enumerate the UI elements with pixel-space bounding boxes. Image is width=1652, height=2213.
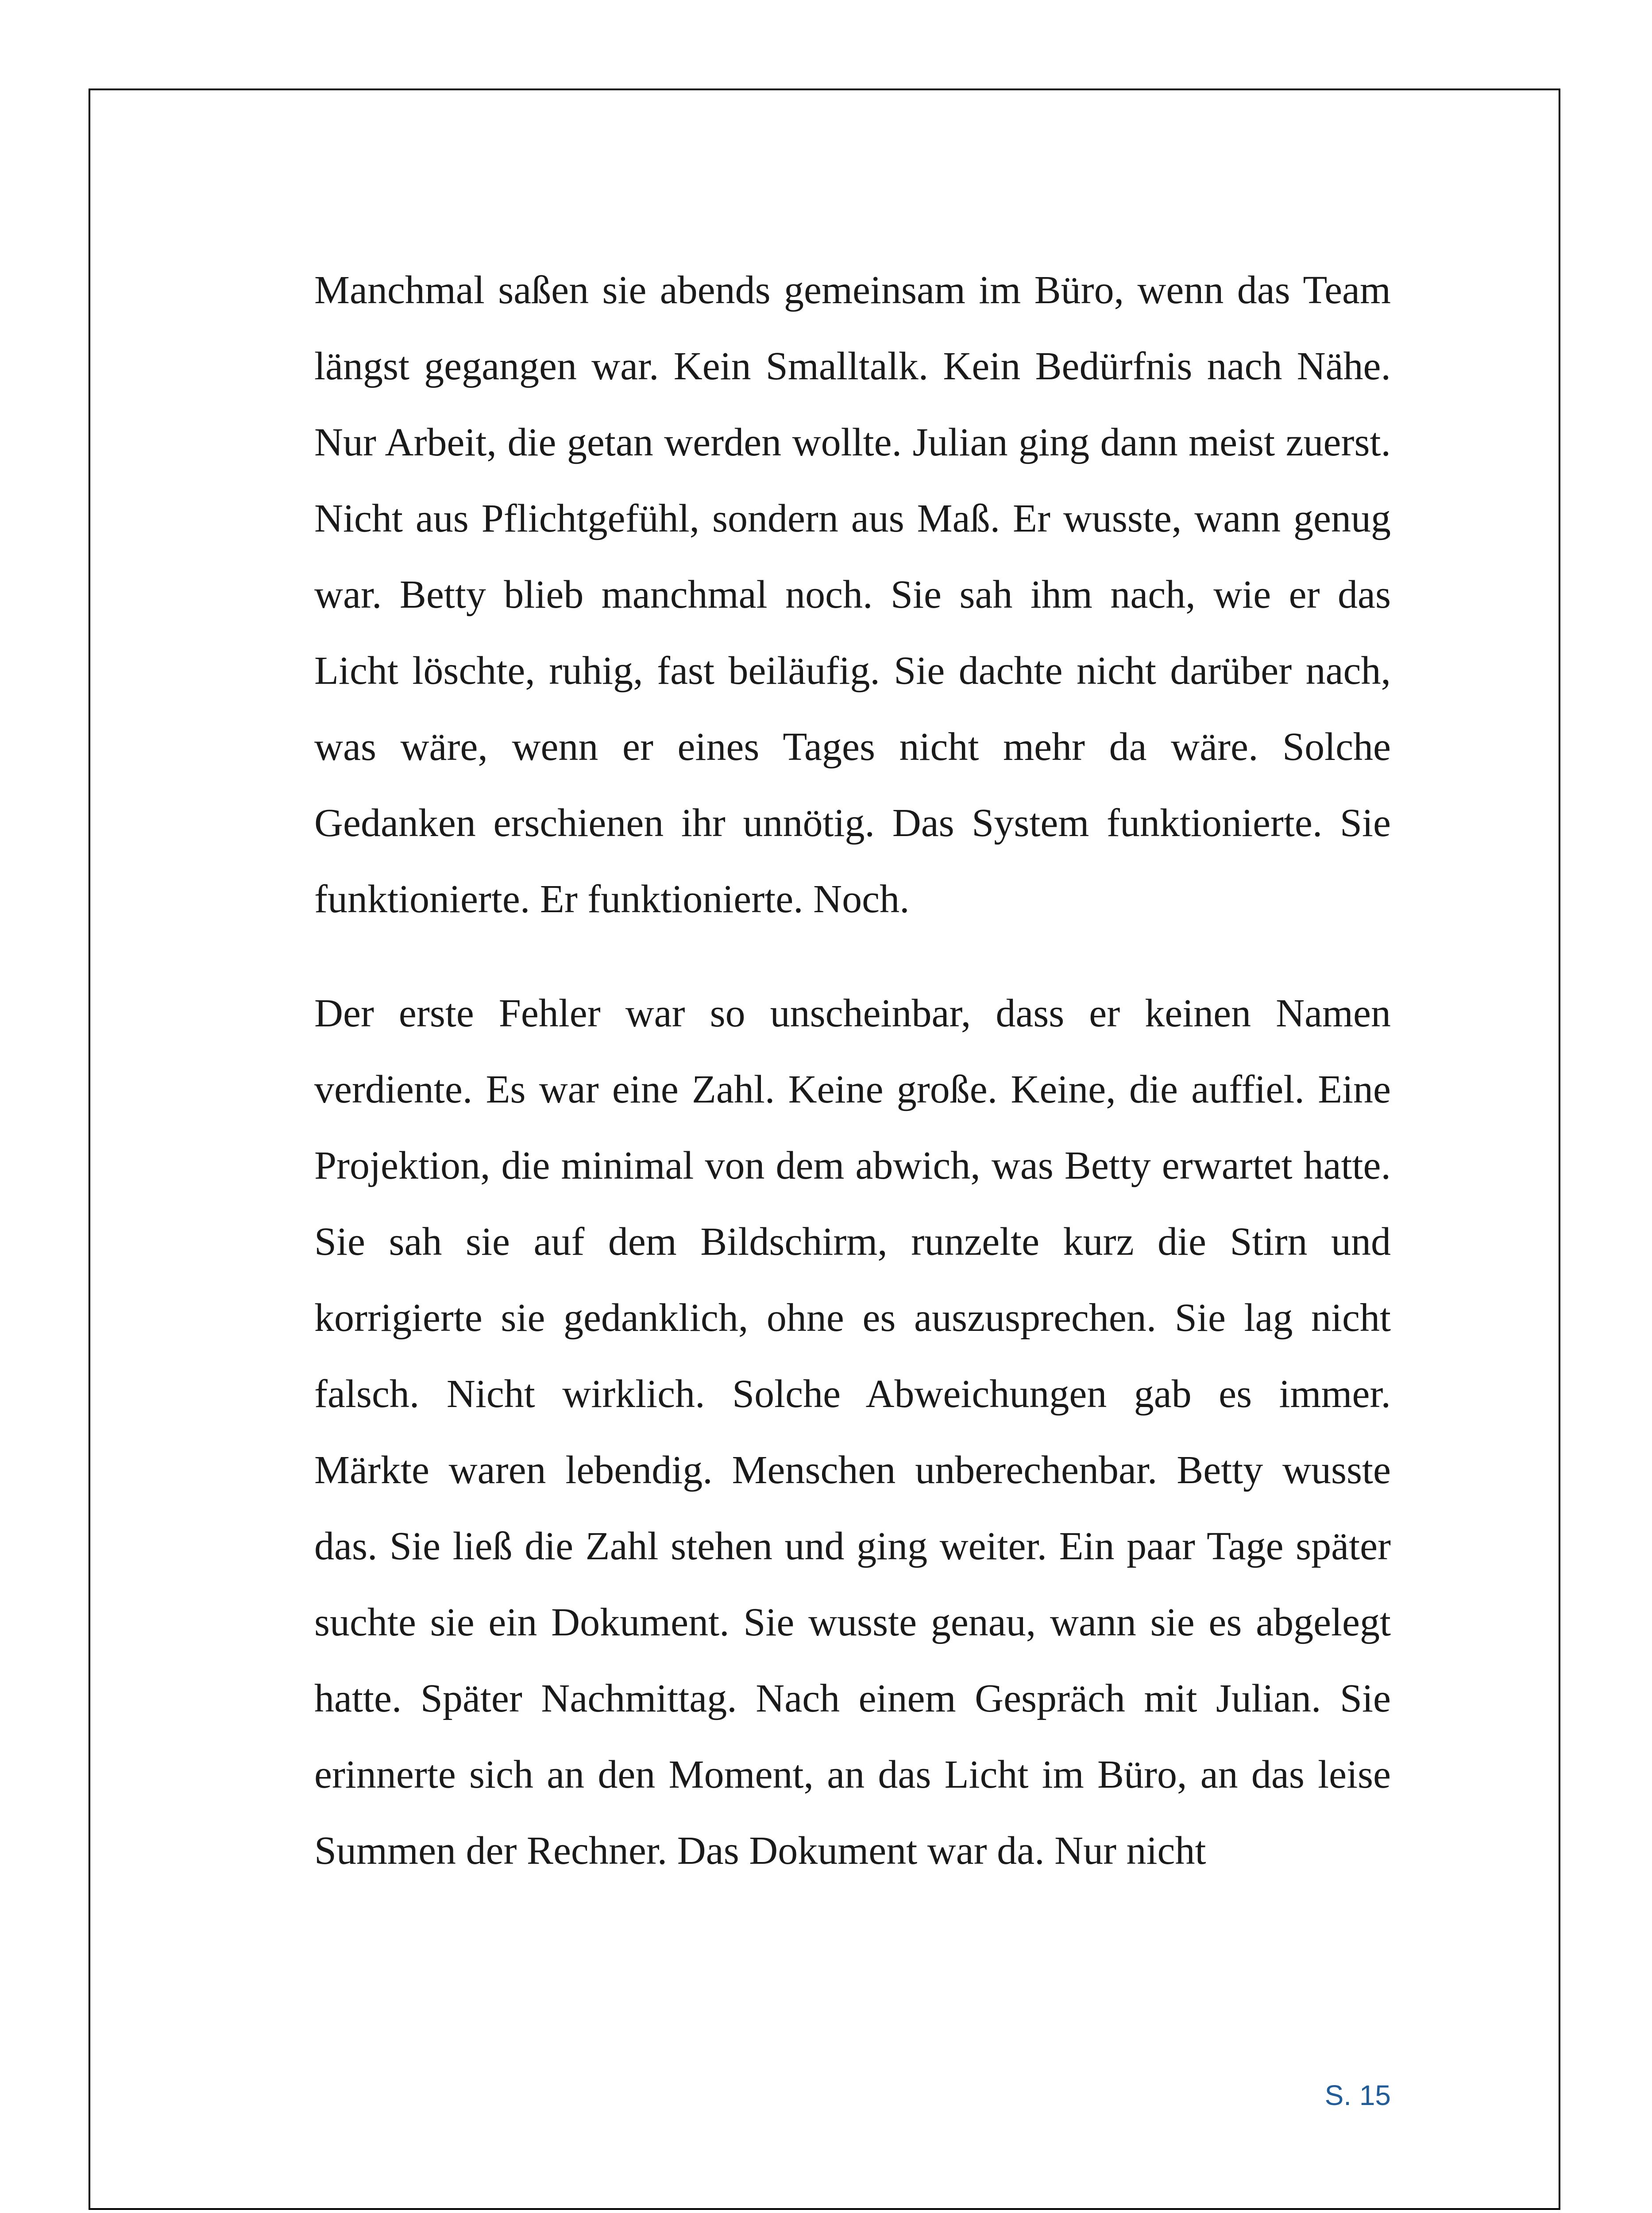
paragraph: Der erste Fehler war so unscheinbar, dass er keinen Namen verdiente. Es war eine Zahl. Keine große. Keine, die auffiel. Eine Projektion, die minimal von dem abwich, was Betty erwartet hatte. Sie sah sie auf dem Bildschirm, runzelte kurz die Stirn und korrigierte sie gedanklich, ohne es auszusprechen. Sie lag nicht falsch. Nicht wirklich. Solche Abweichungen gab es immer. Märkte waren lebendig. Menschen unberechenbar. Betty wusste das. Sie ließ die Zahl stehen und ging weiter. Ein paar Tage später suchte sie ein Dokument. Sie wusste genau, wann sie es abgelegt hatte. Später Nachmittag. Nach einem Gespräch mit Julian. Sie erinnerte sich an den Moment, an das Licht im Büro, an das leise Summen der Rechner. Das Dokument war da. Nur nicht xyxy=(314,991,1391,1873)
body-text xyxy=(314,252,1391,1889)
page-number: S. 15 xyxy=(1324,2079,1391,2111)
paragraph: Manchmal saßen sie abends gemeinsam im Büro, wenn das Team längst gegangen war. Kein Smalltalk. Kein Bedürfnis nach Nähe. Nur Arbeit, die getan werden wollte. Julian ging dann meist zuerst. Nicht aus Pflichtgefühl, sondern aus Maß. Er wusste, wann genug war. Betty blieb manchmal noch. Sie sah ihm nach, wie er das Licht löschte, ruhig, fast beiläufig. Sie dachte nicht darüber nach, was wäre, wenn er eines Tages nicht mehr da wäre. Solche Gedanken erschienen ihr unnötig. Das System funktionierte. Sie funktionierte. Er funktionierte. Noch. xyxy=(314,268,1391,921)
